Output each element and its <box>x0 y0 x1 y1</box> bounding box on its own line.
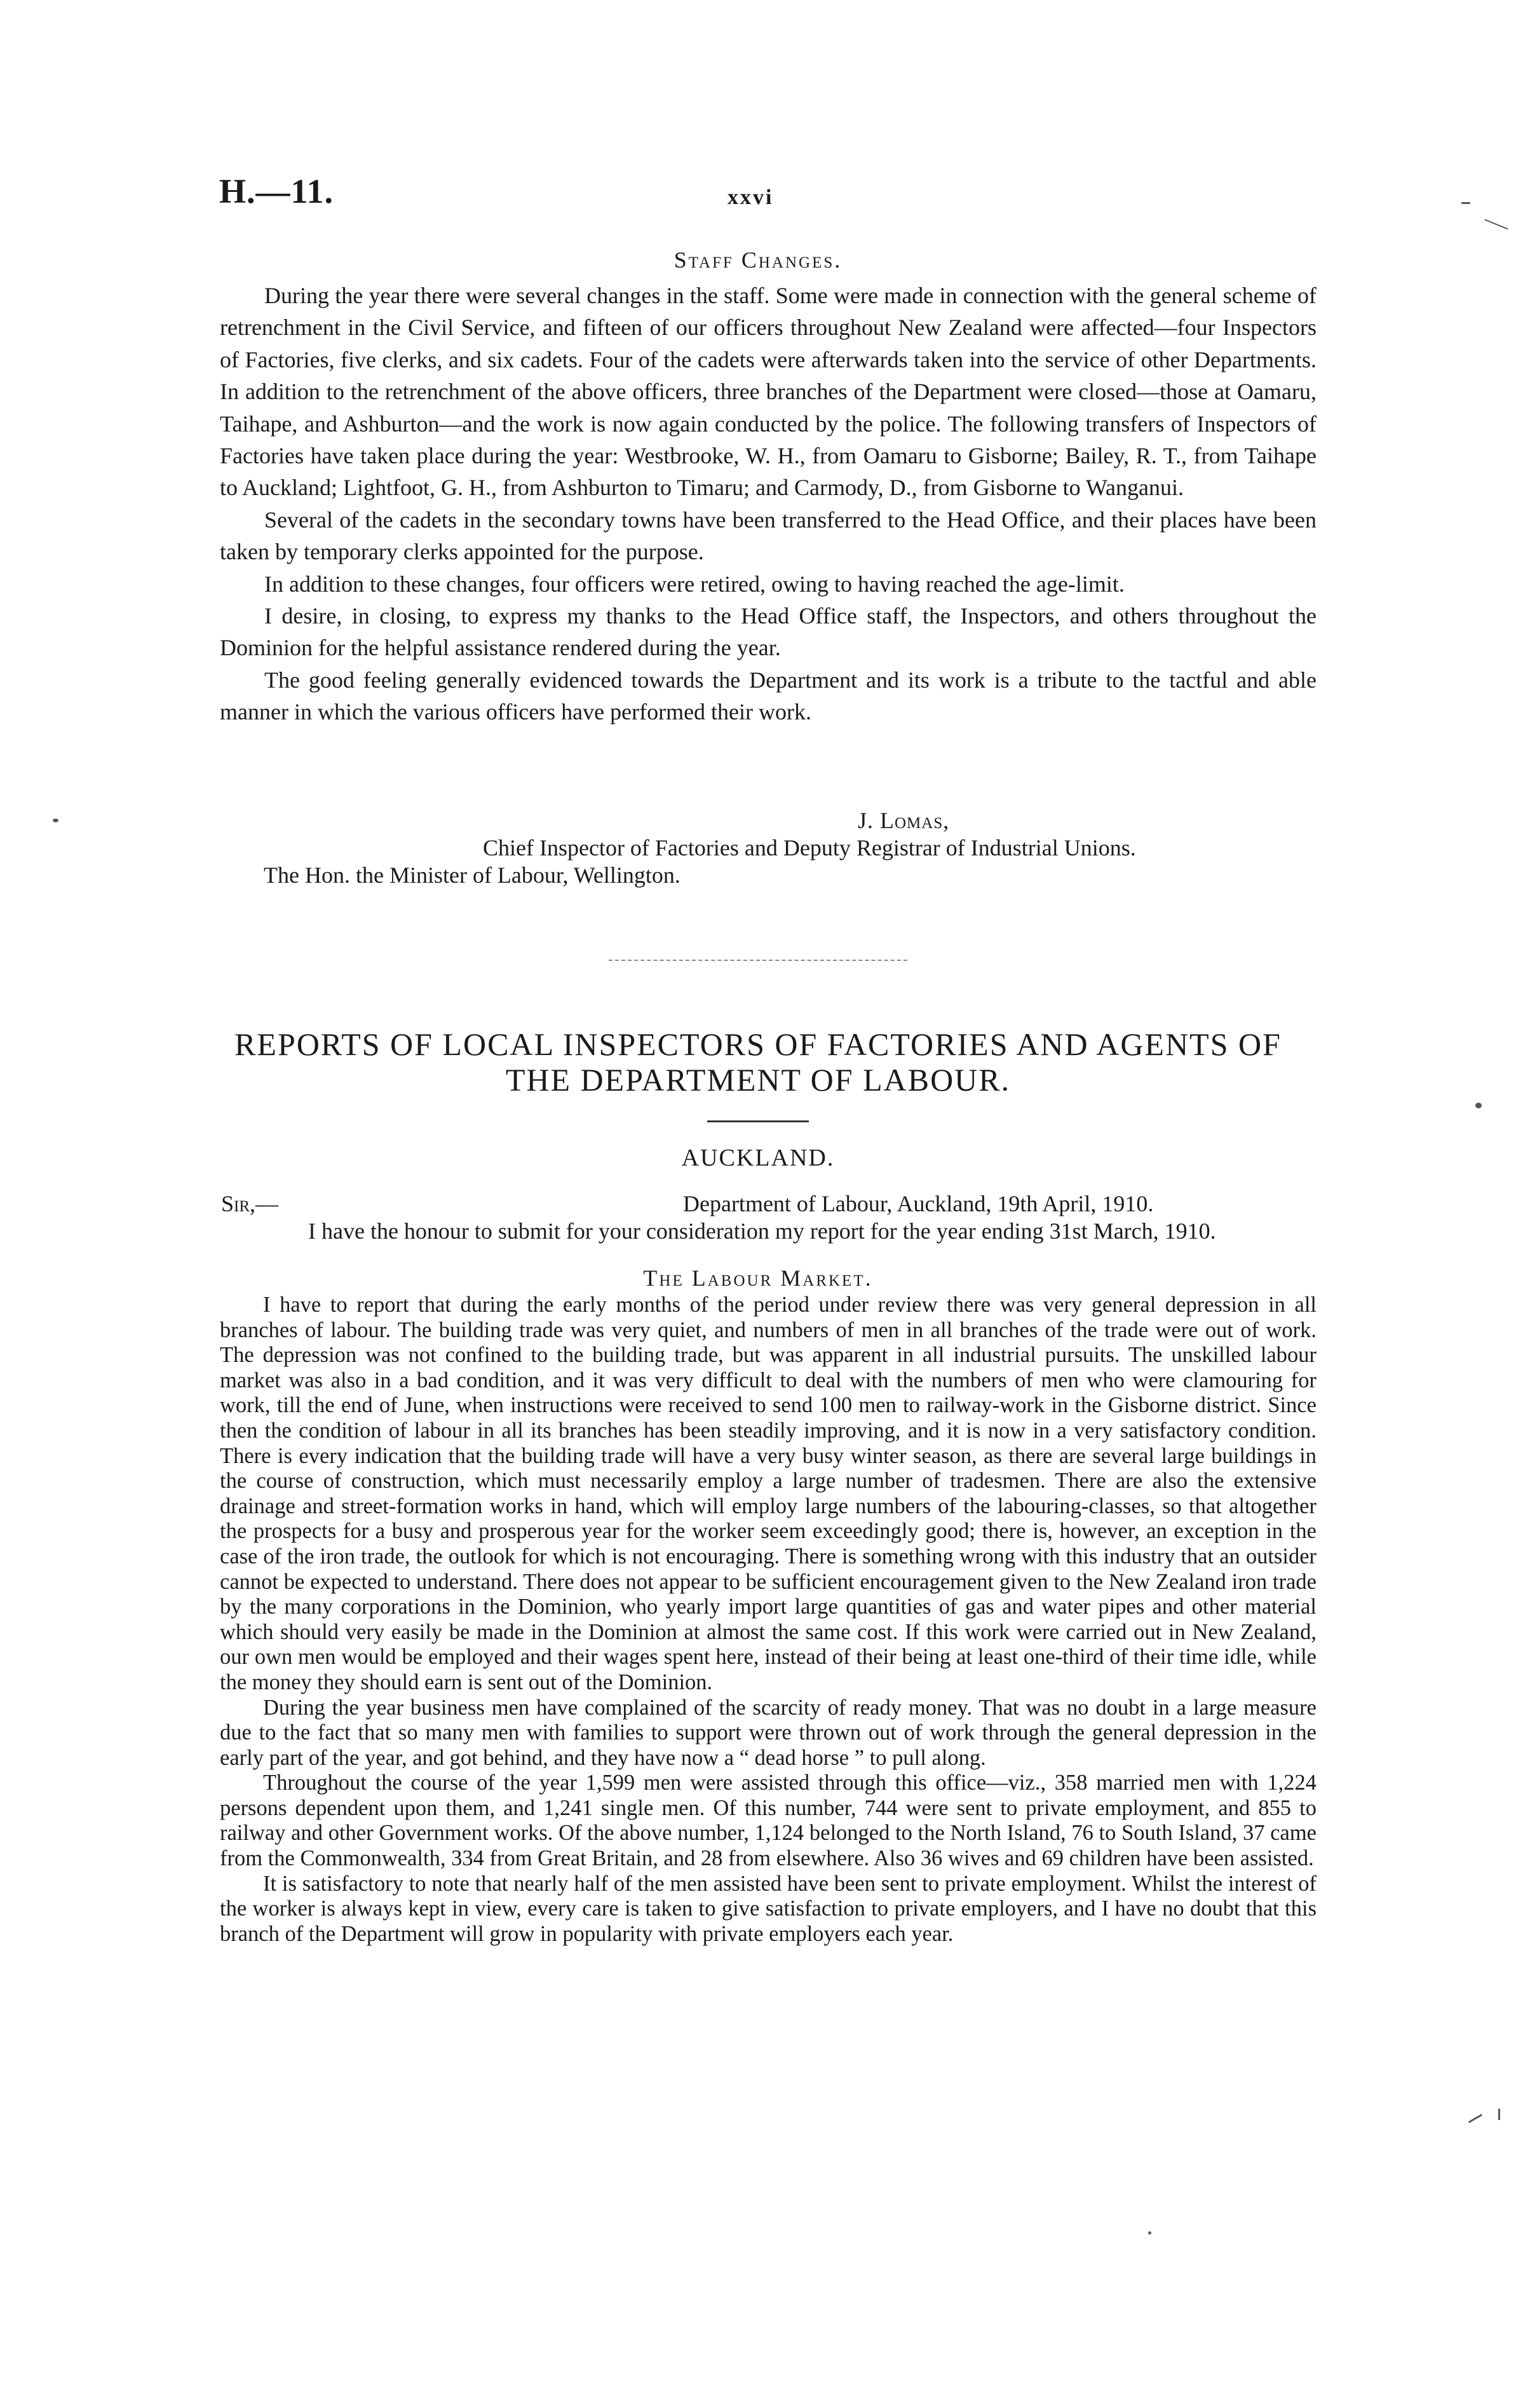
paragraph: It is satisfactory to note that nearly half of the men assisted have been sent to private employment. Whilst the interest of the worker is always kept in view, every care is taken to give satisfaction to private employers, and I have no doubt that this branch of the Department will grow in popularity with private employers each year. <box>220 1871 1316 1946</box>
labour-market-heading: The Labour Market. <box>643 1265 873 1291</box>
paragraph: I have to report that during the early months of the period under review there was very general depression in all branches of labour. The building trade was very quiet, and numbers of men in all branches of the trade were out of work. The depression was not confined to the building trade, but was apparent in all industrial pursuits. The unskilled labour market was also in a bad condition, and it was very difficult to deal with the numbers of men who were clamouring for work, till the end of June, when instructions were received to send 100 men to railway-work in the Gisborne district. Since then the condition of labour in all its branches has been steadily improving, and it is now in a very satisfactory condition. There is every indication that the building trade will have a very busy winter season, as there are several large buildings in the course of construction, which must necessarily employ a large number of tradesmen. There are also the extensive drainage and street-formation works in hand, which will employ large numbers of the labouring-classes, so that altogether the prospects for a busy and prosperous year for the worker seem exceedingly good; there is, however, an exception in the case of the iron trade, the outlook for which is not encouraging. There is something wrong with this industry that an outsider cannot be expected to understand. There does not appear to be sufficient encouragement given to the New Zealand iron trade by the many corporations in the Dominion, who yearly import large quantities of gas and water pipes and other material which should very easily be made in the Dominion at almost the same cost. If this work were carried out in New Zealand, our own men would be employed and their wages spent here, instead of their being at least one-third of their time idle, while the money they should earn is sent out of the Dominion. <box>220 1293 1316 1694</box>
signature-name: J. Lomas, <box>858 808 950 833</box>
scan-mark <box>1468 2114 1482 2123</box>
paragraph: I desire, in closing, to express my thanks to the Head Office staff, the Inspectors, and others throughout the Dominion for the helpful assistance rendered during the year. <box>220 603 1316 661</box>
signature-title: Chief Inspector of Factories and Deputy Registrar of Industrial Unions. <box>483 835 1136 860</box>
paragraph: Several of the cadets in the secondary towns have been transferred to the Head Office, and their places have been taken by temporary clerks appointed for the purpose. <box>220 507 1316 565</box>
addressee: The Hon. the Minister of Labour, Wellington. <box>264 862 680 888</box>
reports-title-line-1: REPORTS OF LOCAL INSPECTORS OF FACTORIES AND AGENTS OF <box>234 1026 1282 1062</box>
reports-title <box>0 1026 1516 1098</box>
section-heading-auckland: AUCKLAND. <box>681 1145 835 1171</box>
scan-mark <box>1461 202 1470 204</box>
reports-title-line-2: THE DEPARTMENT OF LABOUR. <box>505 1062 1011 1098</box>
labour-market-body <box>220 1293 1316 1947</box>
title-rule <box>707 1120 809 1122</box>
salutation: Sir,— <box>221 1191 279 1216</box>
paragraph: In addition to these changes, four officers were retired, owing to having reached the age-limit. <box>264 571 1125 597</box>
intro-paragraph: I have the honour to submit for your consideration my report for the year ending 31st March, 1910. <box>308 1218 1216 1244</box>
page-number: xxvi <box>728 186 774 209</box>
paragraph: During the year there were several changes in the staff. Some were made in connection with the general scheme of retrenchment in the Civil Service, and fifteen of our officers throughout New Zealand were affected—four Inspectors of Factories, five clerks, and six cadets. Four of the cadets were afterwards taken into the service of other Departments. In addition to the retrenchment of the above officers, three branches of the Department were closed—those at Oamaru, Taihape, and Ashburton—and the work is now again conducted by the police. The following transfers of Inspectors of Factories have taken place during the year: Westbrooke, W. H., from Oamaru to Gisborne; Bailey, R. T., from Taihape to Auckland; Lightfoot, G. H., from Ashburton to Timaru; and Carmody, D., from Gisborne to Wanganui. <box>220 283 1316 501</box>
scan-mark <box>1498 2109 1500 2120</box>
section-separator <box>609 960 907 961</box>
scan-mark <box>1148 2231 1151 2235</box>
staff-changes-body <box>220 280 1316 728</box>
document-reference: H.—11. <box>219 172 334 210</box>
scan-mark <box>1475 1103 1482 1108</box>
paragraph: The good feeling generally evidenced towards the Department and its work is a tribute to the tactful and able manner in which the various officers have performed their work. <box>220 667 1316 725</box>
scan-mark <box>1484 219 1508 230</box>
staff-changes-heading: Staff Changes. <box>673 247 843 273</box>
paragraph: Throughout the course of the year 1,599 men were assisted through this office—viz., 358 married men with 1,224 persons dependent upon them, and 1,241 single men. Of this number, 744 were sent to private employment, and 855 to railway and other Government works. Of the above number, 1,124 belonged to the North Island, 76 to South Island, 37 came from the Commonwealth, 334 from Great Britain, and 28 from elsewhere. Also 36 wives and 69 children have been assisted. <box>220 1771 1316 1871</box>
scan-mark <box>53 819 58 822</box>
dateline: Department of Labour, Auckland, 19th April, 1910. <box>683 1191 1154 1216</box>
paragraph: During the year business men have complained of the scarcity of ready money. That was no doubt in a large measure due to the fact that so many men with families to support were thrown out of work through the general depression in the early part of the year, and got behind, and they have now a “ dead horse ” to pull along. <box>220 1695 1316 1770</box>
